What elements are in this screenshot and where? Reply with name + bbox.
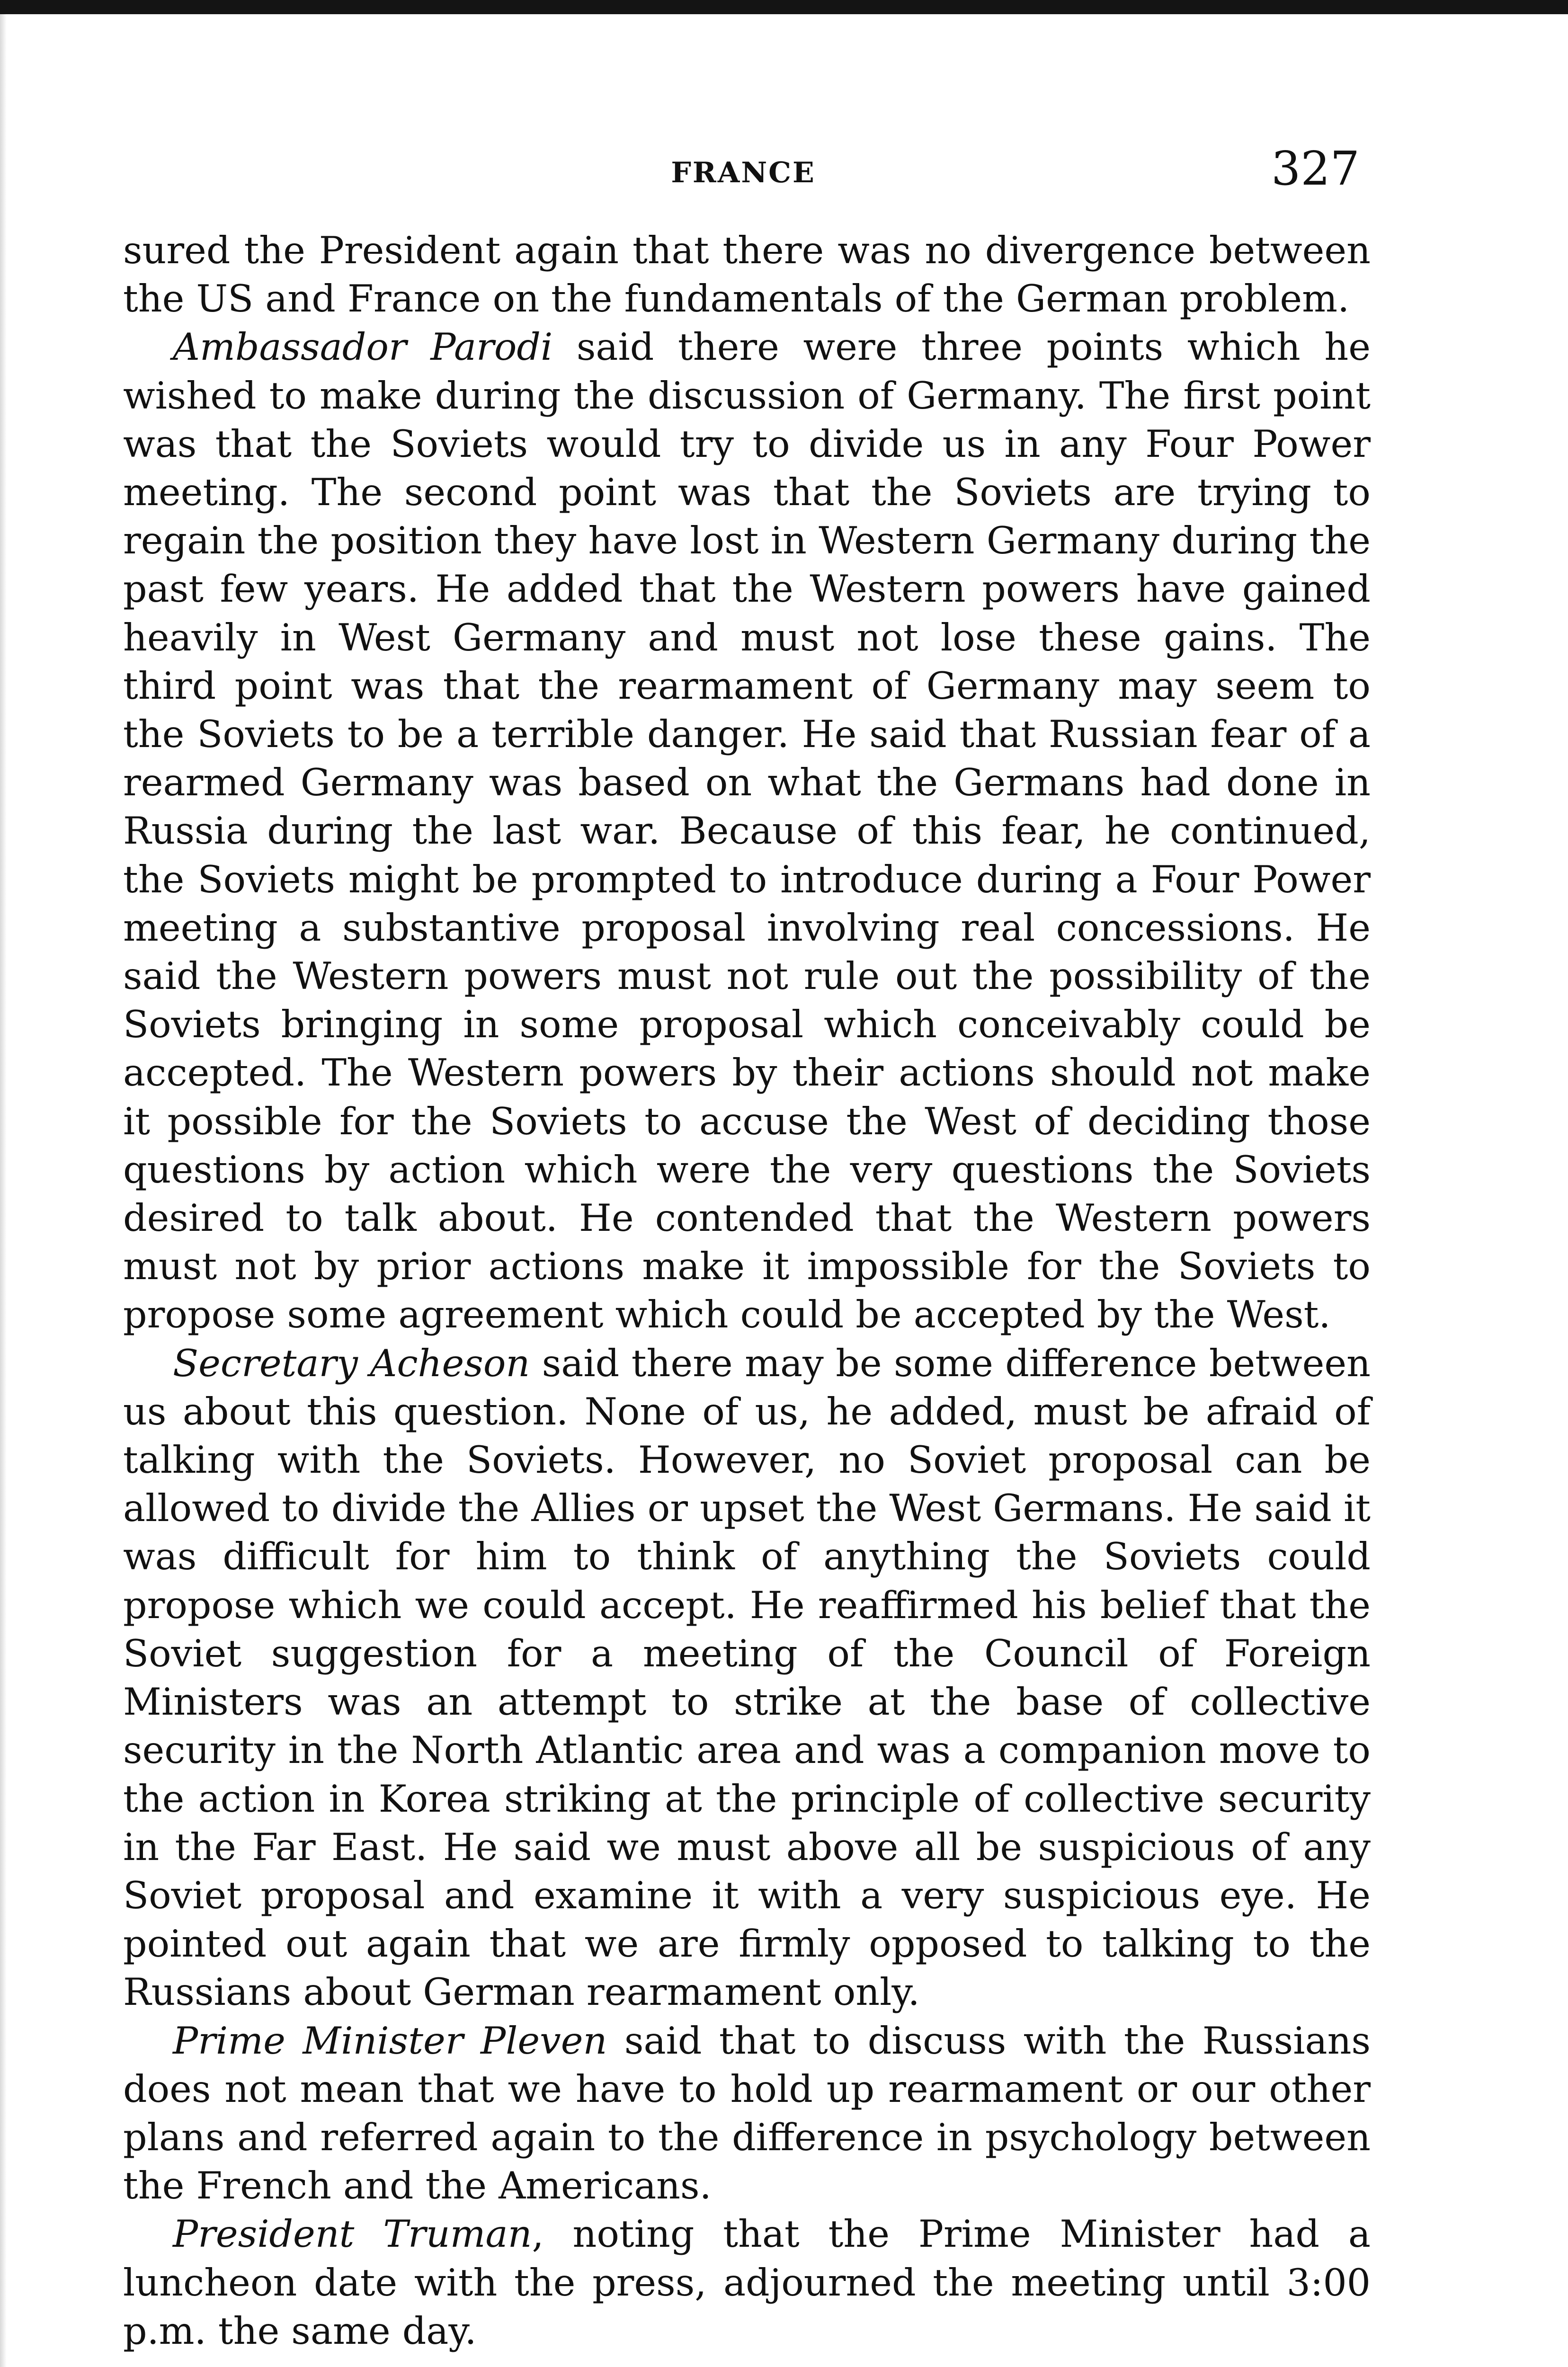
page-number: 327 (1271, 142, 1360, 196)
running-head: FRANCE (671, 156, 816, 189)
page-edge-shadow (0, 14, 7, 2367)
paragraph-text: said there were three points which he wished to make during the discussion of Germany. The first point was that the Soviets would try to divide us in any Four Power meeting. The second point was that the Soviets are trying to regain the position they have lost in Western Germany during the past few years. He added that the Western powers have gained heavily in West Germany and must not lose these gains. The third point was that the rearmament of Germany may seem to the Soviets to be a terrible danger. He said that Russian fear of a rearmed Germany was based on what the Germans had done in Russia during the last war. Because of this fear, he continued, the Soviets might be prompted to introduce during a Four Power meeting a substantive proposal involving real concessions. He said the Western powers must not rule out the possibility of the Soviets bringing in some proposal which conceivably could be accepted. The Western powers by their actions should not make it possible for the Soviets to accuse the West of deciding those questions by action which were the very questions the Soviets desired to talk about. He contended that the Western powers must not by prior actions make it impossible for the Soviets to propose some agreement which could be accepted by the West. (123, 325, 1371, 1337)
paragraph-parodi (123, 323, 1371, 1339)
speaker-name: President Truman (173, 2212, 532, 2256)
speaker-name: Ambassador Parodi (173, 325, 553, 369)
paragraph-text: , noting that the Prime Minister had a luncheon date with the press, adjourned the meeting until 3:00 p.m. the same day. (123, 2212, 1371, 2353)
paragraph-text: said there may be some difference between us about this question. None of us, he added, must be afraid of talking with the Soviets. However, no Soviet proposal can be allowed to divide the Allies or upset the West Germans. He said it was difficult for him to think of anything the Soviets could propose which we could accept. He reaffirmed his belief that the Soviet suggestion for a meeting of the Council of Foreign Ministers was an attempt to strike at the base of collective security in the North Atlantic area and was a companion move to the action in Korea striking at the principle of collective security in the Far East. He said we must above all be suspicious of any Soviet proposal and examine it with a very suspicious eye. He pointed out again that we are firmly opposed to talking to the Russians about German rearmament only. (123, 1341, 1371, 2014)
paragraph-text: said that to discuss with the Russians does not mean that we have to hold up rearmament or our other plans and referred again to the difference in psychology between the French and the Americans. (123, 2019, 1371, 2208)
paragraph-continuation (123, 226, 1371, 323)
speaker-name: Prime Minister Pleven (173, 2019, 607, 2063)
speaker-name: Secretary Acheson (173, 1341, 530, 1385)
paragraph-truman (123, 2210, 1371, 2355)
scan-top-border (0, 0, 1568, 14)
paragraph-acheson (123, 1339, 1371, 2017)
body-text (123, 226, 1371, 2355)
paragraph-pleven (123, 2017, 1371, 2210)
paragraph-text: sured the President again that there was no divergence between the US and France on the fundamentals of the German problem. (123, 229, 1371, 321)
